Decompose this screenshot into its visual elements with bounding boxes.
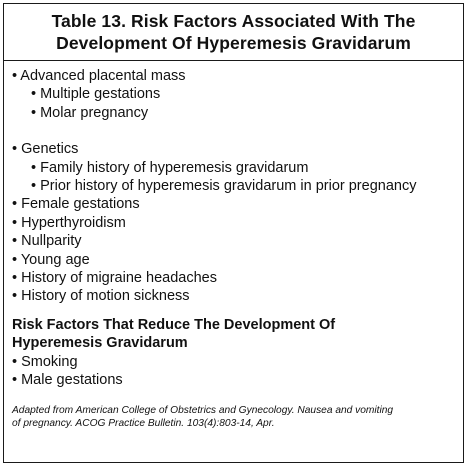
footnote-line-2: of pregnancy. ACOG Practice Bulletin. 103(4):803-14, Apr.: [12, 417, 275, 429]
list-item: • Male gestations: [12, 372, 123, 389]
reduce-heading-line-1: Risk Factors That Reduce The Development Of: [12, 316, 336, 333]
list-item: • Young age: [12, 251, 90, 268]
list-item: • Hyperthyroidism: [12, 214, 126, 231]
list-item: • Genetics: [12, 141, 79, 158]
source-footnote: [12, 404, 463, 430]
list-item: • History of migraine headaches: [12, 270, 217, 287]
spacer: [12, 122, 463, 140]
list-item: • Advanced placental mass: [12, 68, 186, 84]
table-title: [4, 4, 463, 60]
title-line-1: Table 13. Risk Factors Associated With The: [51, 11, 416, 31]
list-item: • Multiple gestations: [31, 86, 161, 103]
table-content: [4, 61, 463, 430]
list-item: • Nullparity: [12, 233, 82, 250]
reduce-heading-line-2: Hyperemesis Gravidarum: [12, 335, 188, 352]
list-item: • Smoking: [12, 353, 78, 370]
list-item: • History of motion sickness: [12, 288, 190, 305]
reduce-section-heading: [12, 316, 463, 353]
table-frame: [3, 3, 464, 463]
list-item: • Prior history of hyperemesis gravidarum in prior pregnancy: [31, 178, 417, 195]
title-line-2: Development Of Hyperemesis Gravidarum: [56, 33, 411, 53]
footnote-line-1: Adapted from American College of Obstetrics and Gynecology. Nausea and vomiting: [12, 404, 394, 416]
list-item: • Family history of hyperemesis gravidarum: [31, 159, 309, 176]
list-item: • Molar pregnancy: [31, 104, 149, 121]
list-item: • Female gestations: [12, 196, 140, 213]
